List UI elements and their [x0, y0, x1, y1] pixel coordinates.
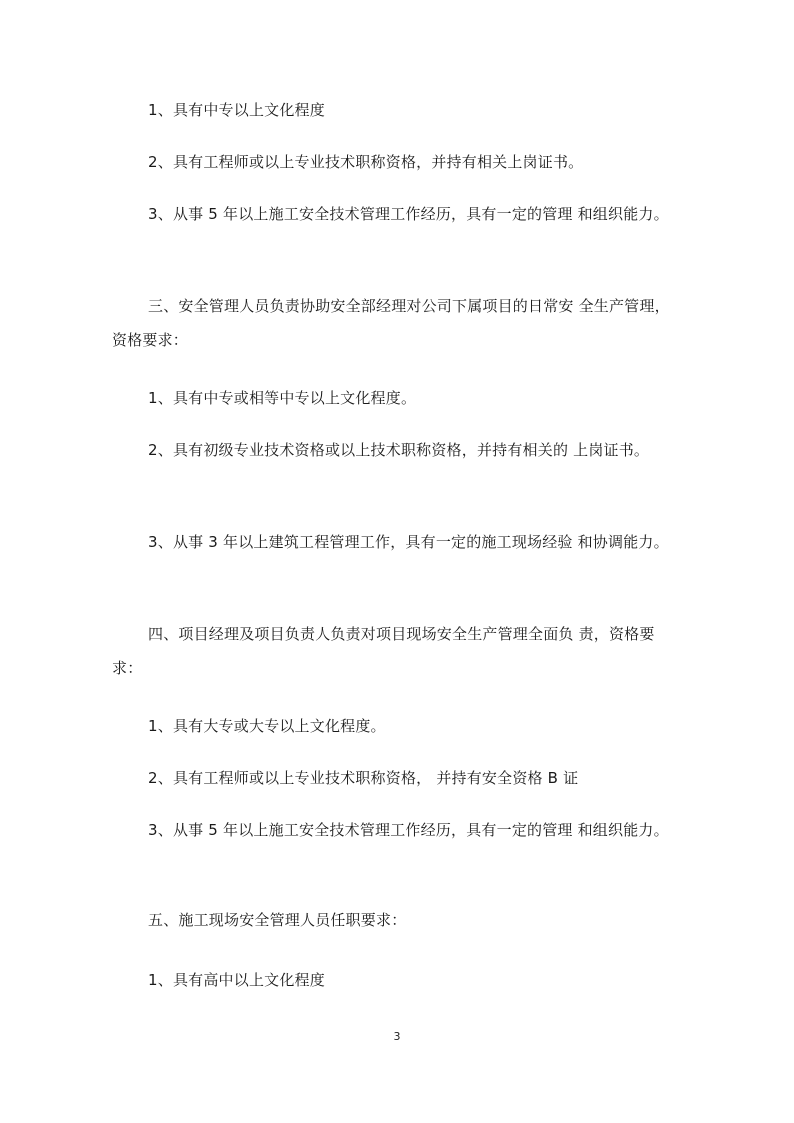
paragraph-3: 3、从事 5 年以上施工安全技术管理工作经历，具有一定的管理 和组织能力。: [148, 205, 669, 223]
paragraph-11: 3、从事 5 年以上施工安全技术管理工作经历，具有一定的管理 和组织能力。: [148, 821, 669, 839]
page-number: 3: [393, 1030, 401, 1043]
paragraph-1: 1、具有中专以上文化程度: [148, 101, 325, 119]
paragraph-5: 1、具有中专或相等中专以上文化程度。: [148, 389, 417, 407]
section-heading-5: 五、施工现场安全管理人员任职要求：: [148, 911, 407, 929]
paragraph-6: 2、具有初级专业技术资格或以上技术职称资格，并持有相关的 上岗证书。: [148, 441, 650, 459]
paragraph-9: 1、具有大专或大专以上文化程度。: [148, 717, 386, 735]
paragraph-13: 1、具有高中以上文化程度: [148, 971, 325, 989]
section-heading-4: 四、项目经理及项目负责人负责对项目现场安全生产管理全面负 责，资格要求：: [112, 625, 655, 677]
paragraph-2: 2、具有工程师或以上专业技术职称资格，并持有相关上岗证书。: [148, 153, 584, 171]
paragraph-10: 2、具有工程师或以上专业技术职称资格， 并持有安全资格 B 证: [148, 769, 579, 787]
paragraph-7: 3、从事 3 年以上建筑工程管理工作，具有一定的施工现场经验 和协调能力。: [148, 533, 669, 551]
section-heading-3: 三、安全管理人员负责协助安全部经理对公司下属项目的日常安 全生产管理，资格要求：: [112, 297, 670, 349]
